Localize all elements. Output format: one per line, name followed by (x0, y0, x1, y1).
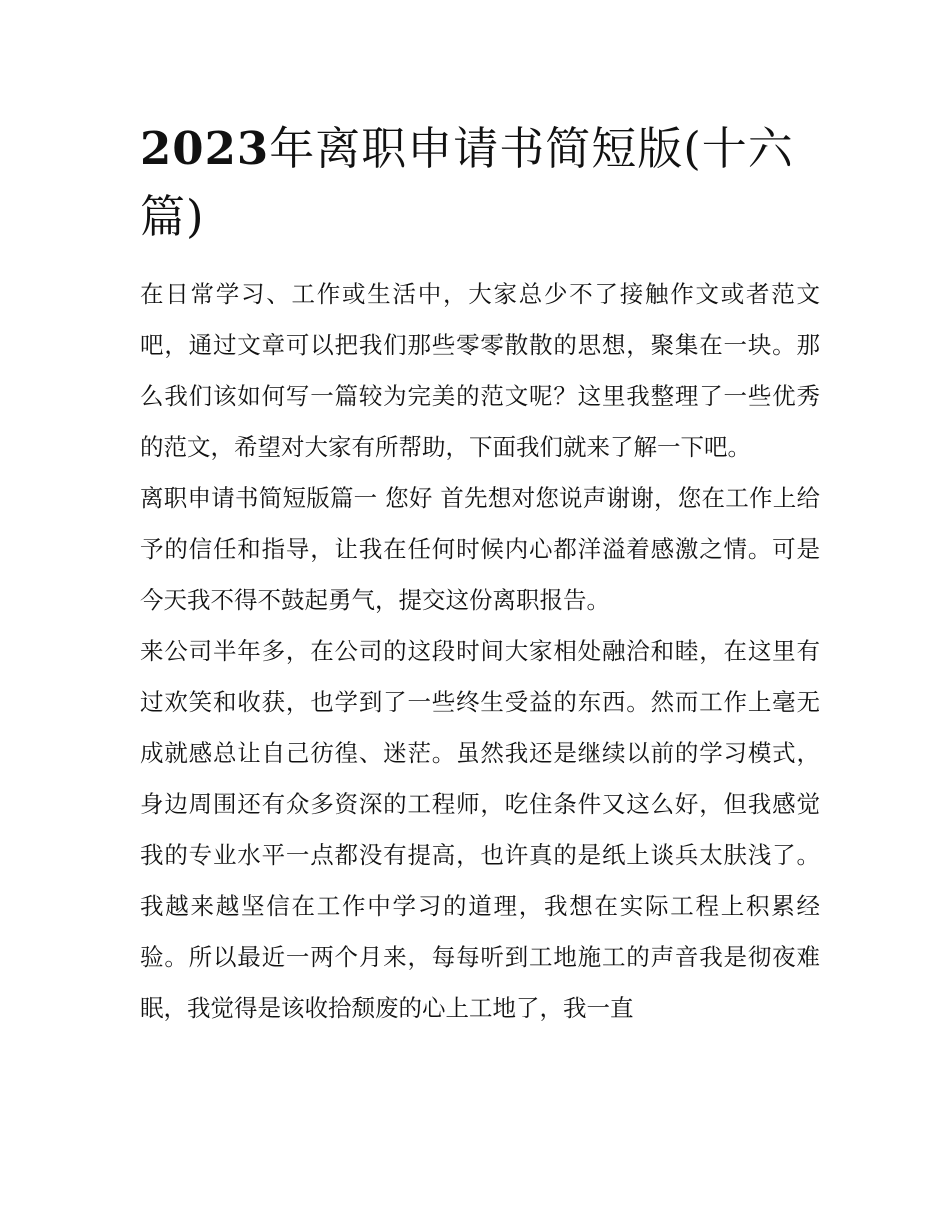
title-text: 年离职申请书简短版(十六篇) (140, 122, 794, 243)
paragraph-intro: 在日常学习、工作或生活中，大家总少不了接触作文或者范文吧，通过文章可以把我们那些零零散散的思想，聚集在一块。那么我们该如何写一篇较为完美的范文呢？这里我整理了一些优秀的范文，希望对大家有所帮助，下面我们就来了解一下吧。 (140, 280, 820, 461)
document-title (140, 115, 820, 251)
title-year: 2023 (140, 122, 270, 175)
document-body (140, 115, 820, 1034)
paragraph-letter-body: 来公司半年多，在公司的这段时间大家相处融洽和睦，在这里有过欢笑和收获，也学到了一些终生受益的东西。然而工作上毫无成就感总让自己彷徨、迷茫。虽然我还是继续以前的学习模式，身边周围还有众多资深的工程师，吃住条件又这么好，但我感觉我的专业水平一点都没有提高，也许真的是纸上谈兵太肤浅了。我越来越坚信在工作中学习的道理，我想在实际工程上积累经验。所以最近一两个月来，每每听到工地施工的声音我是彻夜难眠，我觉得是该收拾颓废的心上工地了，我一直 (140, 637, 820, 1022)
paragraph-letter-opening: 离职申请书简短版篇一 您好 首先想对您说声谢谢，您在工作上给予的信任和指导，让我在任何时候内心都洋溢着感激之情。可是今天我不得不鼓起勇气，提交这份离职报告。 (140, 484, 820, 614)
